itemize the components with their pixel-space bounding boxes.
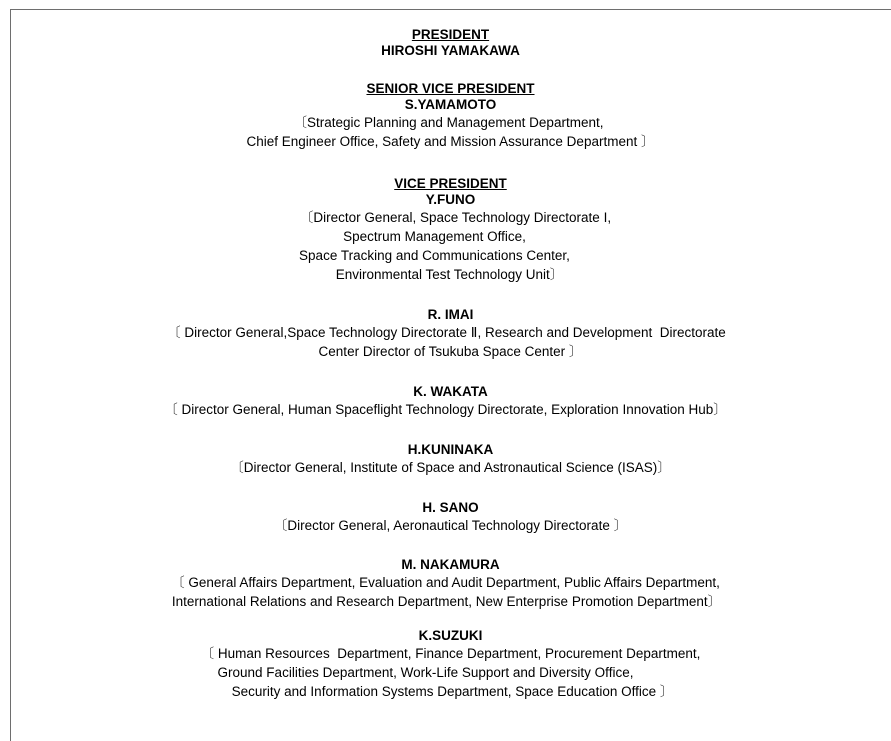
president-name: HIROSHI YAMAKAWA (381, 43, 520, 58)
executive-name: K.SUZUKI (418, 628, 483, 643)
executive-section (10, 557, 891, 611)
executive-name: R. IMAI (427, 307, 474, 322)
executive-name: K. WAKATA (413, 384, 488, 399)
executive-duty-line: 〔 General Affairs Department, Evaluation and Audit Department, Public Affairs Department, (171, 575, 720, 590)
vice-president-name: Y.FUNO (425, 192, 476, 207)
vice-president-duty-line: Environmental Test Technology Unit〕 (335, 267, 564, 282)
executive-duty-line: 〔Director General, Institute of Space and Astronautical Science (ISAS)〕 (230, 460, 671, 475)
senior-vice-president-section (10, 81, 891, 151)
executive-section (10, 307, 891, 361)
executive-duty-line: 〔 Director General, Human Spaceflight Technology Directorate, Exploration Innovation Hub〕 (164, 402, 727, 417)
executive-section (10, 628, 891, 701)
executive-section (10, 442, 891, 477)
vice-president-duty-line: 〔Director General, Space Technology Directorate I, (299, 210, 612, 225)
executive-duty-line: Security and Information Systems Department, Space Education Office 〕 (231, 684, 674, 699)
senior-vice-president-heading: SENIOR VICE PRESIDENT (366, 81, 535, 96)
executive-duty-line: Center Director of Tsukuba Space Center 〕 (318, 344, 583, 359)
senior-vice-president-name: S.YAMAMOTO (404, 97, 497, 112)
executive-name: H. SANO (422, 500, 479, 515)
executive-name: H.KUNINAKA (407, 442, 494, 457)
president-section (10, 27, 891, 59)
president-heading: PRESIDENT (411, 27, 490, 42)
vice-president-duty-line: Spectrum Management Office, (343, 229, 526, 244)
executive-section (10, 500, 891, 535)
executive-duty-line: 〔Director General, Aeronautical Technology Directorate 〕 (273, 518, 628, 533)
executive-duty-line: Ground Facilities Department, Work-Life Support and Diversity Office, (217, 665, 634, 680)
executive-section (10, 384, 891, 419)
vice-president-heading: VICE PRESIDENT (394, 176, 507, 191)
senior-vice-president-duty-line: 〔Strategic Planning and Management Department, (293, 115, 604, 130)
vice-president-duty-line: Space Tracking and Communications Center, (299, 248, 570, 263)
executive-name: M. NAKAMURA (401, 557, 500, 572)
senior-vice-president-duty-line: Chief Engineer Office, Safety and Mission Assurance Department 〕 (246, 134, 655, 149)
executive-duty-line: 〔 Human Resources Department, Finance Department, Procurement Department, (200, 646, 701, 661)
executive-duty-line: 〔 Director General,Space Technology Directorate Ⅱ, Research and Development Directorate (167, 325, 726, 340)
executive-duty-line: International Relations and Research Department, New Enterprise Promotion Department〕 (171, 594, 722, 609)
vice-president-section (10, 176, 891, 284)
